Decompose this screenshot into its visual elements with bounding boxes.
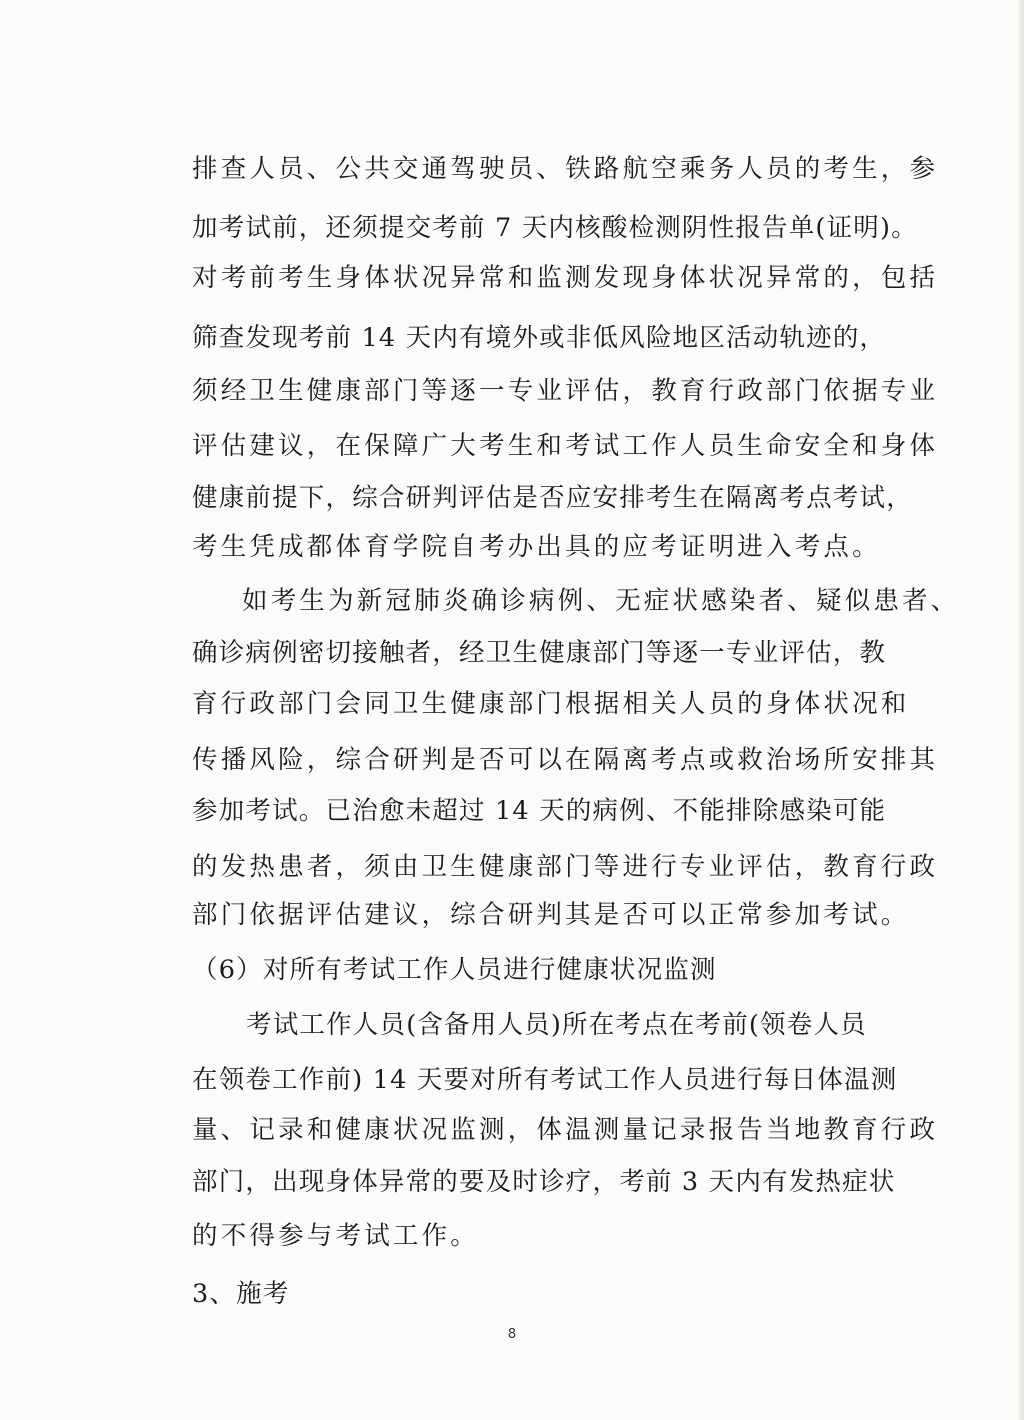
body-line-15: 部门依据评估建议，综合研判其是否可以正常参加考试。 (192, 900, 910, 930)
body-line-8: 考生凭成都体育学院自考办出具的应考证明进入考点。 (192, 532, 881, 562)
section-heading-3: 3、施考 (192, 1279, 290, 1309)
scan-edge (1018, 0, 1024, 1420)
body-line-5: 须经卫生健康部门等逐一专业评估，教育行政部门依据专业 (192, 376, 939, 406)
body-line-1: 排查人员、公共交通驾驶员、铁路航空乘务人员的考生，参 (192, 154, 939, 184)
body-line-6: 评估建议，在保障广大考生和考试工作人员生命安全和身体 (192, 431, 939, 461)
body-line-3: 对考前考生身体状况异常和监测发现身体状况异常的，包括 (192, 263, 939, 293)
body-line-10: 确诊病例密切接触者，经卫生健康部门等逐一专业评估，教 (192, 638, 887, 668)
body-line-18: 在领卷工作前) 14 天要对所有考试工作人员进行每日体温测 (192, 1065, 898, 1095)
body-line-13: 参加考试。已治愈未超过 14 天的病例、不能排除感染可能 (192, 796, 887, 826)
body-line-7: 健康前提下，综合研判评估是否应安排考生在隔离考点考试， (192, 483, 913, 513)
body-line-2: 加考试前，还须提交考前 7 天内核酸检测阴性报告单(证明)。 (192, 213, 918, 243)
body-line-4: 筛查发现考前 14 天内有境外或非低风险地区活动轨迹的， (192, 323, 887, 353)
body-line-20: 部门，出现身体异常的要及时诊疗，考前 3 天内有发热症状 (192, 1167, 896, 1197)
body-line-17: 考试工作人员(含备用人员)所在考点在考前(领卷人员 (246, 1010, 867, 1040)
body-line-9: 如考生为新冠肺炎确诊病例、无症状感染者、疑似患者、 (242, 586, 960, 616)
page-number: 8 (507, 1327, 517, 1342)
body-line-21: 的不得参与考试工作。 (192, 1221, 480, 1251)
body-line-11: 育行政部门会同卫生健康部门根据相关人员的身体状况和 (192, 689, 910, 719)
body-line-14: 的发热患者，须由卫生健康部门等进行专业评估，教育行政 (192, 852, 939, 882)
body-line-12: 传播风险，综合研判是否可以在隔离考点或救治场所安排其 (192, 745, 939, 775)
section-heading-6: （6）对所有考试工作人员进行健康状况监测 (192, 955, 717, 985)
body-line-19: 量、记录和健康状况监测，体温测量记录报告当地教育行政 (192, 1115, 939, 1145)
